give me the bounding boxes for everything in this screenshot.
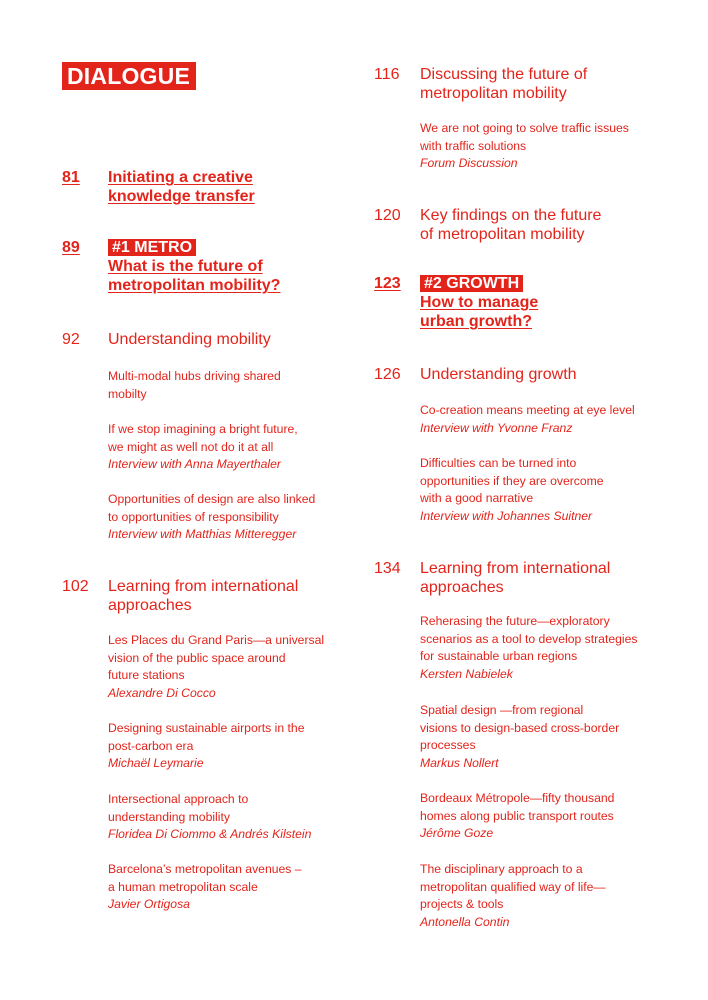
page-number: 126 — [374, 366, 401, 383]
toc-section-134[interactable] — [374, 559, 610, 597]
section-heading: #2 GROWTH How to manage urban growth? — [420, 275, 539, 330]
toc-entry[interactable]: Opportunities of design are also linked to opportunities of responsibility Interview with Matthias Mitteregger — [108, 491, 358, 544]
author: Jérôme Goze — [420, 826, 494, 840]
section-heading: #1 METRO What is the future of metropolitan mobility? — [108, 239, 281, 294]
author: Alexandre Di Cocco — [108, 685, 216, 700]
author: Javier Ortigosa — [108, 897, 190, 911]
author: Forum Discussion — [420, 156, 518, 170]
author: Interview with Yvonne Franz — [420, 420, 573, 435]
page-number: 123 — [374, 275, 401, 292]
toc-entry[interactable]: The disciplinary approach to a metropolitan qualified way of life— projects & tools Antonella Contin — [420, 861, 670, 931]
page-number: 92 — [62, 331, 80, 348]
toc-section-92[interactable] — [62, 330, 271, 349]
author: Interview with Anna Mayerthaler — [108, 457, 281, 471]
toc-section-120[interactable] — [374, 206, 601, 244]
toc-section-116[interactable] — [374, 65, 587, 103]
toc-entry[interactable]: Bordeaux Métropole—fifty thousand homes along public transport routes Jérôme Goze — [420, 790, 670, 843]
author: Kersten Nabielek — [420, 666, 513, 681]
chapter-badge: #2 GROWTH — [420, 275, 523, 292]
section-heading: Understanding mobility — [108, 331, 271, 348]
toc-entry[interactable]: Barcelona’s metropolitan avenues – a human metropolitan scale Javier Ortigosa — [108, 861, 358, 914]
page-number: 120 — [374, 207, 401, 224]
toc-entry[interactable]: Co-creation means meeting at eye level Interview with Yvonne Franz — [420, 402, 670, 437]
toc-section-126[interactable] — [374, 365, 577, 384]
toc-entry[interactable]: Designing sustainable airports in the post-carbon era Michaël Leymarie — [108, 720, 358, 773]
author: Markus Nollert — [420, 755, 499, 770]
author: Floridea Di Ciommo & Andrés Kilstein — [108, 827, 312, 841]
section-heading: Discussing the future of metropolitan mobility — [420, 66, 588, 102]
toc-entry[interactable]: If we stop imagining a bright future, we might as well not do it at all Interview with Anna Mayerthaler — [108, 421, 358, 474]
toc-entry[interactable]: We are not going to solve traffic issues with traffic solutions Forum Discussion — [420, 120, 670, 173]
toc-section-81[interactable] — [62, 168, 255, 206]
toc-entry[interactable]: Reherasing the future—exploratory scenarios as a tool to develop strategies for sustainable urban regions Kersten Nabielek — [420, 613, 670, 683]
author: Antonella Contin — [420, 914, 510, 929]
toc-entry[interactable]: Intersectional approach to understanding mobility Floridea Di Ciommo & Andrés Kilstein — [108, 791, 358, 844]
author: Interview with Johannes Suitner — [420, 508, 593, 523]
toc-entry[interactable]: Spatial design —from regional visions to design-based cross-border processes Markus Nollert — [420, 702, 670, 772]
toc-entry[interactable]: Les Places du Grand Paris—a universal vision of the public space around future stations Alexandre Di Cocco — [108, 632, 358, 702]
page-number: 81 — [62, 169, 80, 186]
section-heading: Learning from international approaches — [108, 578, 299, 614]
toc-entry[interactable]: Multi-modal hubs driving shared mobilty — [108, 369, 281, 401]
section-heading: Key findings on the future of metropolitan mobility — [420, 207, 602, 243]
page-number: 89 — [62, 239, 80, 256]
section-heading: Understanding growth — [420, 366, 577, 383]
author: Michaël Leymarie — [108, 756, 204, 770]
page-title: DIALOGUE — [62, 62, 196, 90]
toc-section-123[interactable] — [374, 274, 538, 331]
toc-section-89[interactable] — [62, 238, 280, 295]
page-number: 134 — [374, 560, 401, 577]
author: Interview with Matthias Mitteregger — [108, 527, 297, 541]
section-heading: Learning from international approaches — [420, 560, 611, 596]
chapter-badge: #1 METRO — [108, 239, 196, 256]
toc-section-102[interactable] — [62, 577, 298, 615]
toc-entry[interactable]: Difficulties can be turned into opportunities if they are overcome with a good narrative Interview with Johannes Suitner — [420, 455, 670, 525]
section-heading: Initiating a creative knowledge transfer — [108, 169, 255, 205]
page-number: 116 — [374, 66, 400, 83]
page-number: 102 — [62, 578, 89, 595]
